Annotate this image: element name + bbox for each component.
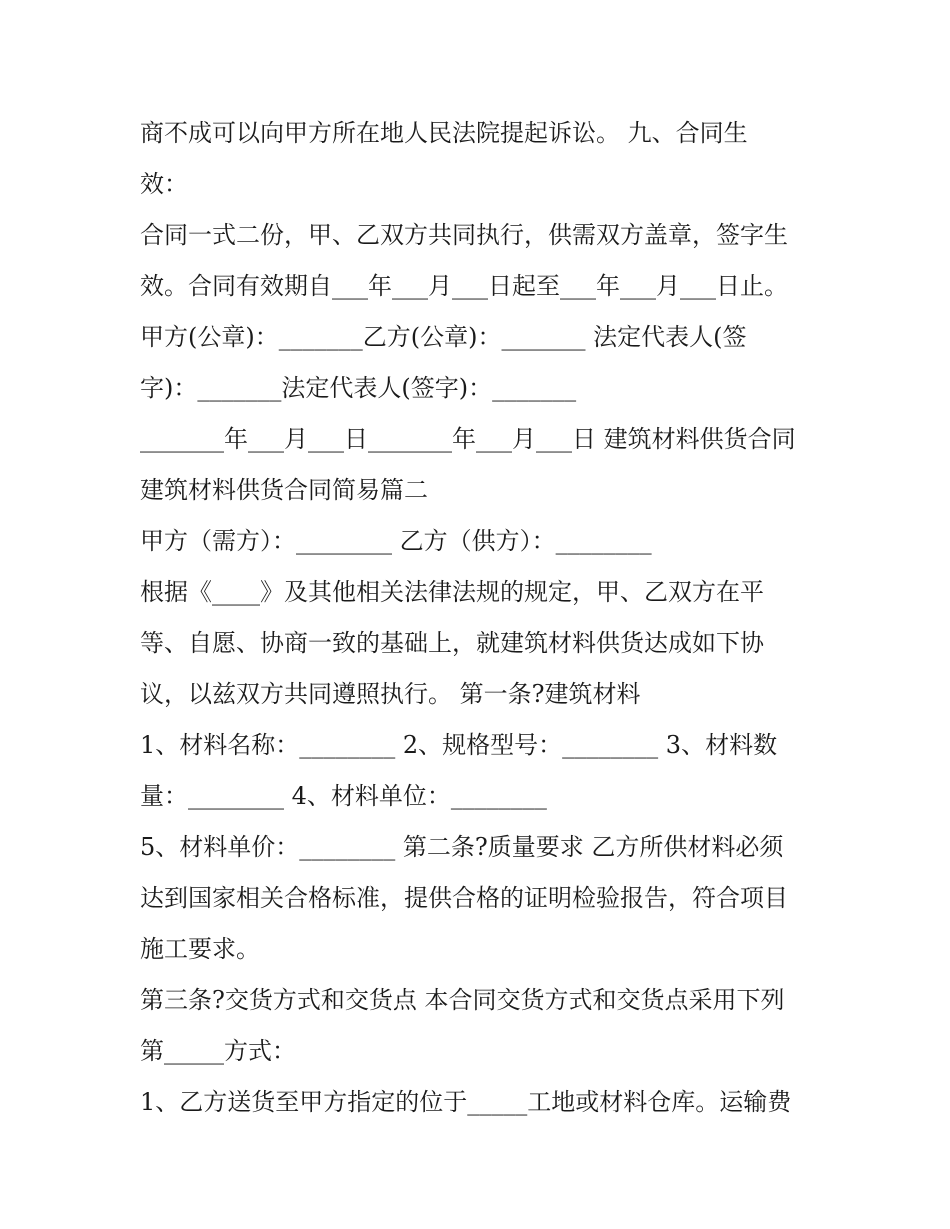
text-line-15: 5、材料单价：________ 第二条?质量要求 乙方所供材料必须 — [140, 833, 784, 861]
text-line-1: 商不成可以向甲方所在地人民法院提起诉讼。 九、合同生 — [140, 119, 748, 147]
text-line-2: 效： — [140, 170, 188, 198]
text-line-6: 字)：_______法定代表人(签字)：_______ — [140, 374, 577, 402]
text-line-9: 甲方（需方）：________ 乙方（供方）：________ — [140, 527, 652, 555]
text-line-18: 第三条?交货方式和交货点 本合同交货方式和交货点采用下列 — [140, 986, 785, 1014]
text-line-17: 施工要求。 — [140, 935, 260, 963]
text-line-12: 议，以兹双方共同遵照执行。 第一条?建筑材料 — [140, 680, 641, 708]
text-line-13: 1、材料名称：________ 2、规格型号：________ 3、材料数 — [140, 731, 778, 759]
text-line-11: 等、自愿、协商一致的基础上，就建筑材料供货达成如下协 — [140, 629, 764, 657]
text-line-19: 第_____方式： — [140, 1037, 296, 1065]
text-line-10: 根据《____》及其他相关法律法规的规定，甲、乙双方在平 — [140, 578, 764, 606]
text-line-14: 量：________ 4、材料单位：________ — [140, 782, 547, 810]
text-line-5: 甲方(公章)：_______乙方(公章)：_______ 法定代表人(签 — [140, 323, 747, 351]
document-body — [140, 108, 820, 1128]
text-line-7: _______年___月___日_______年___月___日 建筑材料供货合同 — [140, 425, 796, 453]
text-line-16: 达到国家相关合格标准，提供合格的证明检验报告，符合项目 — [140, 884, 788, 912]
text-line-4: 效。合同有效期自___年___月___日起至___年___月___日止。 — [140, 272, 788, 300]
text-line-3: 合同一式二份，甲、乙双方共同执行，供需双方盖章，签字生 — [140, 221, 788, 249]
text-line-8: 建筑材料供货合同简易篇二 — [140, 476, 428, 504]
text-line-20: 1、乙方送货至甲方指定的位于_____工地或材料仓库。运输费 — [140, 1088, 792, 1116]
